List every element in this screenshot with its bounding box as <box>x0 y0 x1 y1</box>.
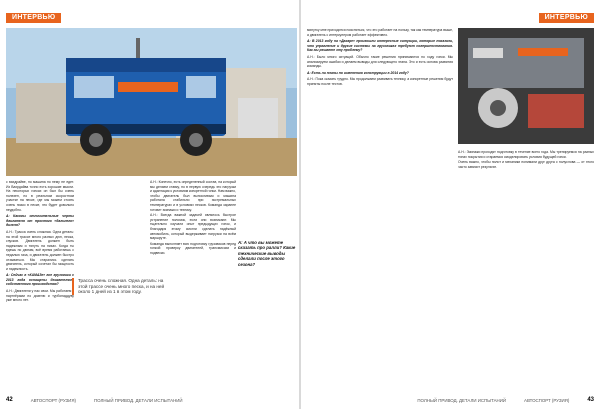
paragraph: с вахдрайве, но машина по нему не едет. Из Вахрдайва точно есть хорошие мысли. На некоторых гонках он был бы очень полезен, но в реальном скоростном участке на песке, где мы можем стоять очень низко в песке, это будет довольно неудобно. <box>6 180 74 212</box>
question: А: Есть ли планы по изменению конструкции в 2014 году? <box>307 70 409 75</box>
question: А: Сейчас в «КАМАЗе» все грузовики с 2013 года оснащены двигателями собственного производства? <box>6 273 74 287</box>
engine-photo <box>458 28 594 144</box>
paragraph: А.Н.: Конечно, есть определенный состав, на который мы делаем ставку, но в первую очередь это нагрузки и адаптация к условиям конкретной гонки. Нам важно, чтобы двигатель был выносливым и машина работала стабильно при экстремальных температурах и в условиях песков. Команда заранее готовит экипажи и технику. <box>150 180 236 212</box>
paragraph: Очень важно, чтобы пилот и механики понимали друг друга с полуслова — от этого часто зависит результат. <box>458 160 594 169</box>
paragraph: А.Н.: Двигатели у нас свои. Мы работаем с партнёрами по дизелю и турбонаддуву уже много лет. <box>6 289 74 303</box>
paragraph: А.Н.: Было много ситуаций. Обычно такие решения принимаются по ходу гонки. Мы анализируем ошибки и делаем выводы для следующего этапа. Это и есть основа развития команды. <box>307 54 453 69</box>
section-tag-right: ИНТЕРВЬЮ <box>539 13 594 23</box>
right-col-2 <box>458 150 594 388</box>
page-number: 43 <box>587 397 594 403</box>
engine-illustration <box>458 28 594 144</box>
footer-right <box>417 397 594 403</box>
footer-left <box>6 397 183 403</box>
question: А: Каковы отличительные черты двигателя от простого «дальнего» дизеля? <box>6 214 74 228</box>
paragraph: А.Н.: Трасса очень сложная. Одна деталь: на этой трассе много разных дюн, песка, спусков. Двигатель должен быть надежным и тянуть на низах. Когда ты едешь по дюнам, всё время работаешь с педалью газа, и двигатель должен быстро отзываться. Мы старались сделать двигатель, который сочетал бы мощность и надежность. <box>6 229 74 271</box>
left-page <box>0 0 299 409</box>
left-col-1 <box>6 180 74 388</box>
section-tag-left: ИНТЕРВЬЮ <box>6 13 61 23</box>
footer-text: АВТОСПОРТ (РУЗИЯ) <box>524 397 570 403</box>
pull-quote-2: А: А что вы можете сказать про ралли? Какие технические выводы сделали после этого сезона? <box>238 240 296 267</box>
paragraph: Команда выполняет всю подготовку грузовиков перед гонкой: проверку двигателей, трансмиссии и подвески. <box>150 241 236 255</box>
left-col-2 <box>150 180 236 388</box>
question: А: В 2013 году на «Дакаре» произошли интересные ситуации, которые показали, что управление и другие системы на грузовиках требуют совершенствования. Как вы решаете эту проблему? <box>307 39 453 53</box>
truck-illustration <box>6 28 297 176</box>
footer-text: АВТОСПОРТ (РУЗИЯ) <box>30 397 76 403</box>
hero-photo-truck <box>6 28 297 176</box>
paragraph: А.Н.: Пока сказать трудно. Мы продолжаем развивать технику, а конкретные решения будут приняты после тестов. <box>307 77 453 86</box>
paragraph: А.Н.: Всегда важной задачей являлось быстрое устранение поломок, если они возникают. Мы тщательно изучали опыт предыдущих гонок, и благодаря этому смогли сделать надёжный автомобиль, который выдерживает нагрузки на всём маршруте. <box>150 213 236 241</box>
page-number: 42 <box>6 397 13 403</box>
paragraph: минутку мне приходится поясняться, что это работает на пользу, так как температура выше, а двигатель с интеркулером работает эффективно. <box>307 28 453 37</box>
footer-text: ПОЛНЫЙ ПРИВОД. ДЕТАЛИ ИСПЫТАНИЙ <box>93 397 183 403</box>
pull-quote: Трасса очень сложная. Одна деталь: на этой трассе очень много песка, и на ней около 1 дней из 1 в этом году. <box>72 278 166 295</box>
right-col-1 <box>307 28 453 388</box>
footer-text: ПОЛНЫЙ ПРИВОД. ДЕТАЛИ ИСПЫТАНИЙ <box>417 397 507 403</box>
paragraph: А.Н.: Экипажи проходят подготовку в течение всего года. Мы тренируемся на разных типах покрытия и стараемся смоделировать условия будущей гонки. <box>458 150 594 159</box>
